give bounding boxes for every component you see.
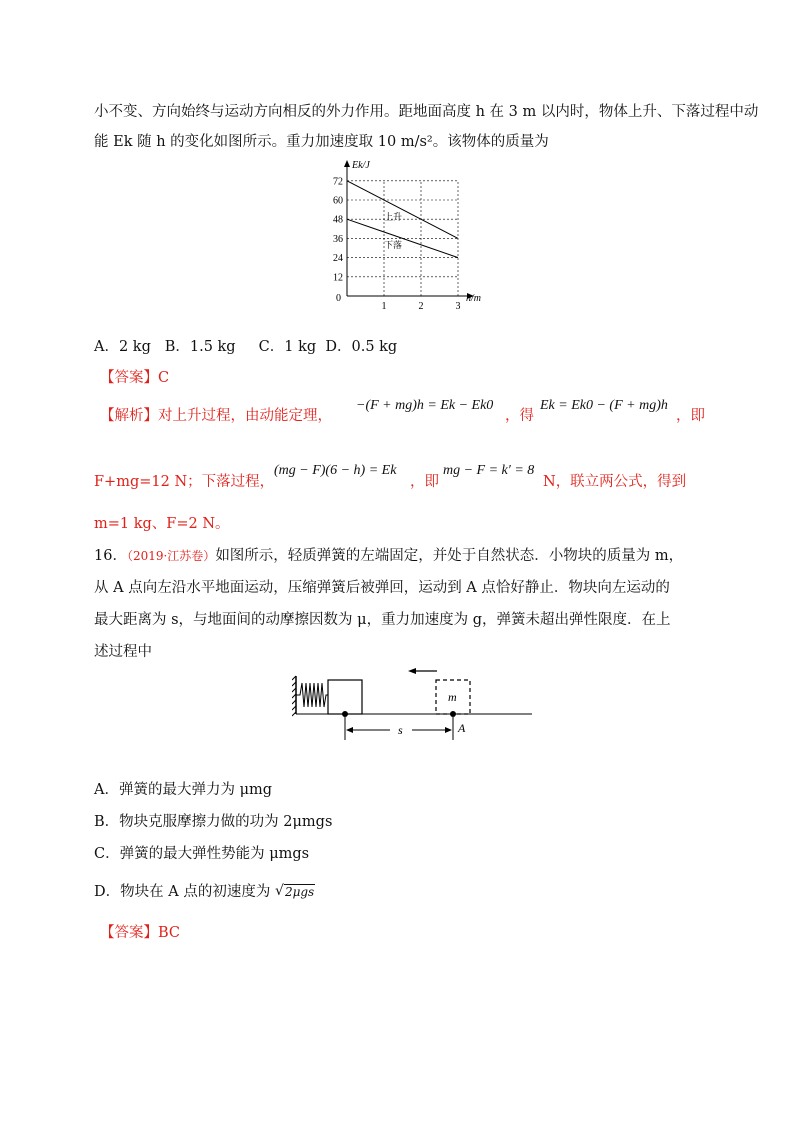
analysis-text-2: ，得 — [505, 408, 534, 424]
spring-figure — [292, 668, 542, 748]
point-a-label: A — [458, 721, 466, 735]
q16-option-c: C．弹簧的最大弹性势能为 μmgs — [94, 846, 310, 862]
answer-label-2: 【答案】 — [100, 925, 158, 941]
q16-number: 16． — [94, 548, 127, 564]
y-axis-arrow — [344, 160, 350, 167]
block-compressed — [328, 680, 362, 714]
spring — [296, 683, 328, 707]
analysis-text-1: 对上升过程，由动能定理， — [158, 408, 332, 424]
dist-label: s — [398, 723, 403, 737]
q15-analysis-row1 — [100, 404, 332, 425]
x-tick-label: 1 — [381, 301, 387, 312]
y-tick-label: 36 — [333, 233, 343, 245]
y-tick-label: 72 — [333, 176, 343, 188]
q16-line1 — [94, 544, 683, 565]
equation-1: −(F + mg)h = Ek − Ek0 — [356, 398, 494, 413]
answer-value-2: BC — [158, 925, 181, 941]
q16-text-1: 如图所示，轻质弹簧的左端固定，并处于自然状态．小物块的质量为 m， — [215, 548, 684, 564]
block-label: m — [448, 690, 457, 704]
y-tick-label: 48 — [333, 214, 343, 226]
q16-option-a: A．弹簧的最大弹力为 μmg — [94, 782, 273, 798]
graph-origin: 0 — [336, 293, 341, 304]
analysis-label: 【解析】 — [100, 408, 158, 424]
equation-3: (mg − F)(6 − h) = Ek — [274, 463, 397, 478]
label-down: 下落 — [384, 240, 403, 250]
line-up — [347, 181, 458, 239]
equation-4: mg − F = k′ = 8 — [443, 463, 535, 478]
q16-option-d — [94, 880, 315, 901]
graph-xlabel: h/m — [466, 293, 481, 304]
equation-2: Ek = Ek0 − (F + mg)h — [540, 398, 668, 413]
q16-line2: 从 A 点向左沿水平地面运动，压缩弹簧后被弹回，运动到 A 点恰好静止．物块向左运动的 — [94, 580, 670, 596]
sqrt-content: 2μgs — [284, 885, 315, 899]
q16-source: （2019·江苏卷） — [126, 549, 216, 563]
analysis-text-3: ，即 — [676, 408, 705, 424]
point-a-dot — [450, 711, 456, 717]
analysis-text-5: ，即 — [410, 474, 439, 490]
q15-answer — [100, 366, 169, 387]
answer-label: 【答案】 — [100, 370, 158, 386]
analysis-text-6: N，联立两公式，得到 — [543, 474, 687, 490]
x-tick-label: 2 — [418, 301, 424, 312]
y-tick-label: 60 — [333, 195, 343, 207]
s-arrow-left — [346, 727, 353, 733]
q16-line3: 最大距离为 s，与地面间的动摩擦因数为 μ，重力加速度为 g，弹簧未超出弹性限度．在上 — [94, 612, 671, 628]
q16-line4: 述过程中 — [94, 644, 152, 660]
answer-value: C — [158, 370, 170, 386]
q15-line2: 能 Ek 随 h 的变化如图所示。重力加速度取 10 m/s²。该物体的质量为 — [94, 134, 549, 150]
block-compressed-dot — [342, 711, 348, 717]
label-up: 上升 — [384, 212, 403, 222]
s-arrow-right — [445, 727, 452, 733]
y-tick-label: 12 — [333, 272, 343, 284]
sqrt-expression: √ 2μgs — [274, 883, 315, 899]
analysis-text-7: m=1 kg、F=2 N。 — [94, 516, 230, 532]
y-tick-label: 24 — [333, 253, 343, 265]
q16-option-b: B．物块克服摩擦力做的功为 2μmgs — [94, 814, 333, 830]
graph-ylabel: Ek/J — [352, 160, 370, 171]
x-tick-label: 3 — [455, 301, 461, 312]
motion-arrowhead — [408, 668, 416, 674]
ek-h-graph — [320, 158, 500, 318]
option-d-text: D．物块在 A 点的初速度为 — [94, 884, 271, 900]
q15-options: A．2 kg B．1.5 kg C．1 kg D．0.5 kg — [94, 339, 398, 355]
analysis-text-4: F+mg=12 N；下落过程， — [94, 474, 275, 490]
q15-line1: 小不变、方向始终与运动方向相反的外力作用。距地面高度 h 在 3 m 以内时，物体上升、下落过程中动 — [94, 104, 759, 120]
q16-answer — [100, 921, 180, 942]
